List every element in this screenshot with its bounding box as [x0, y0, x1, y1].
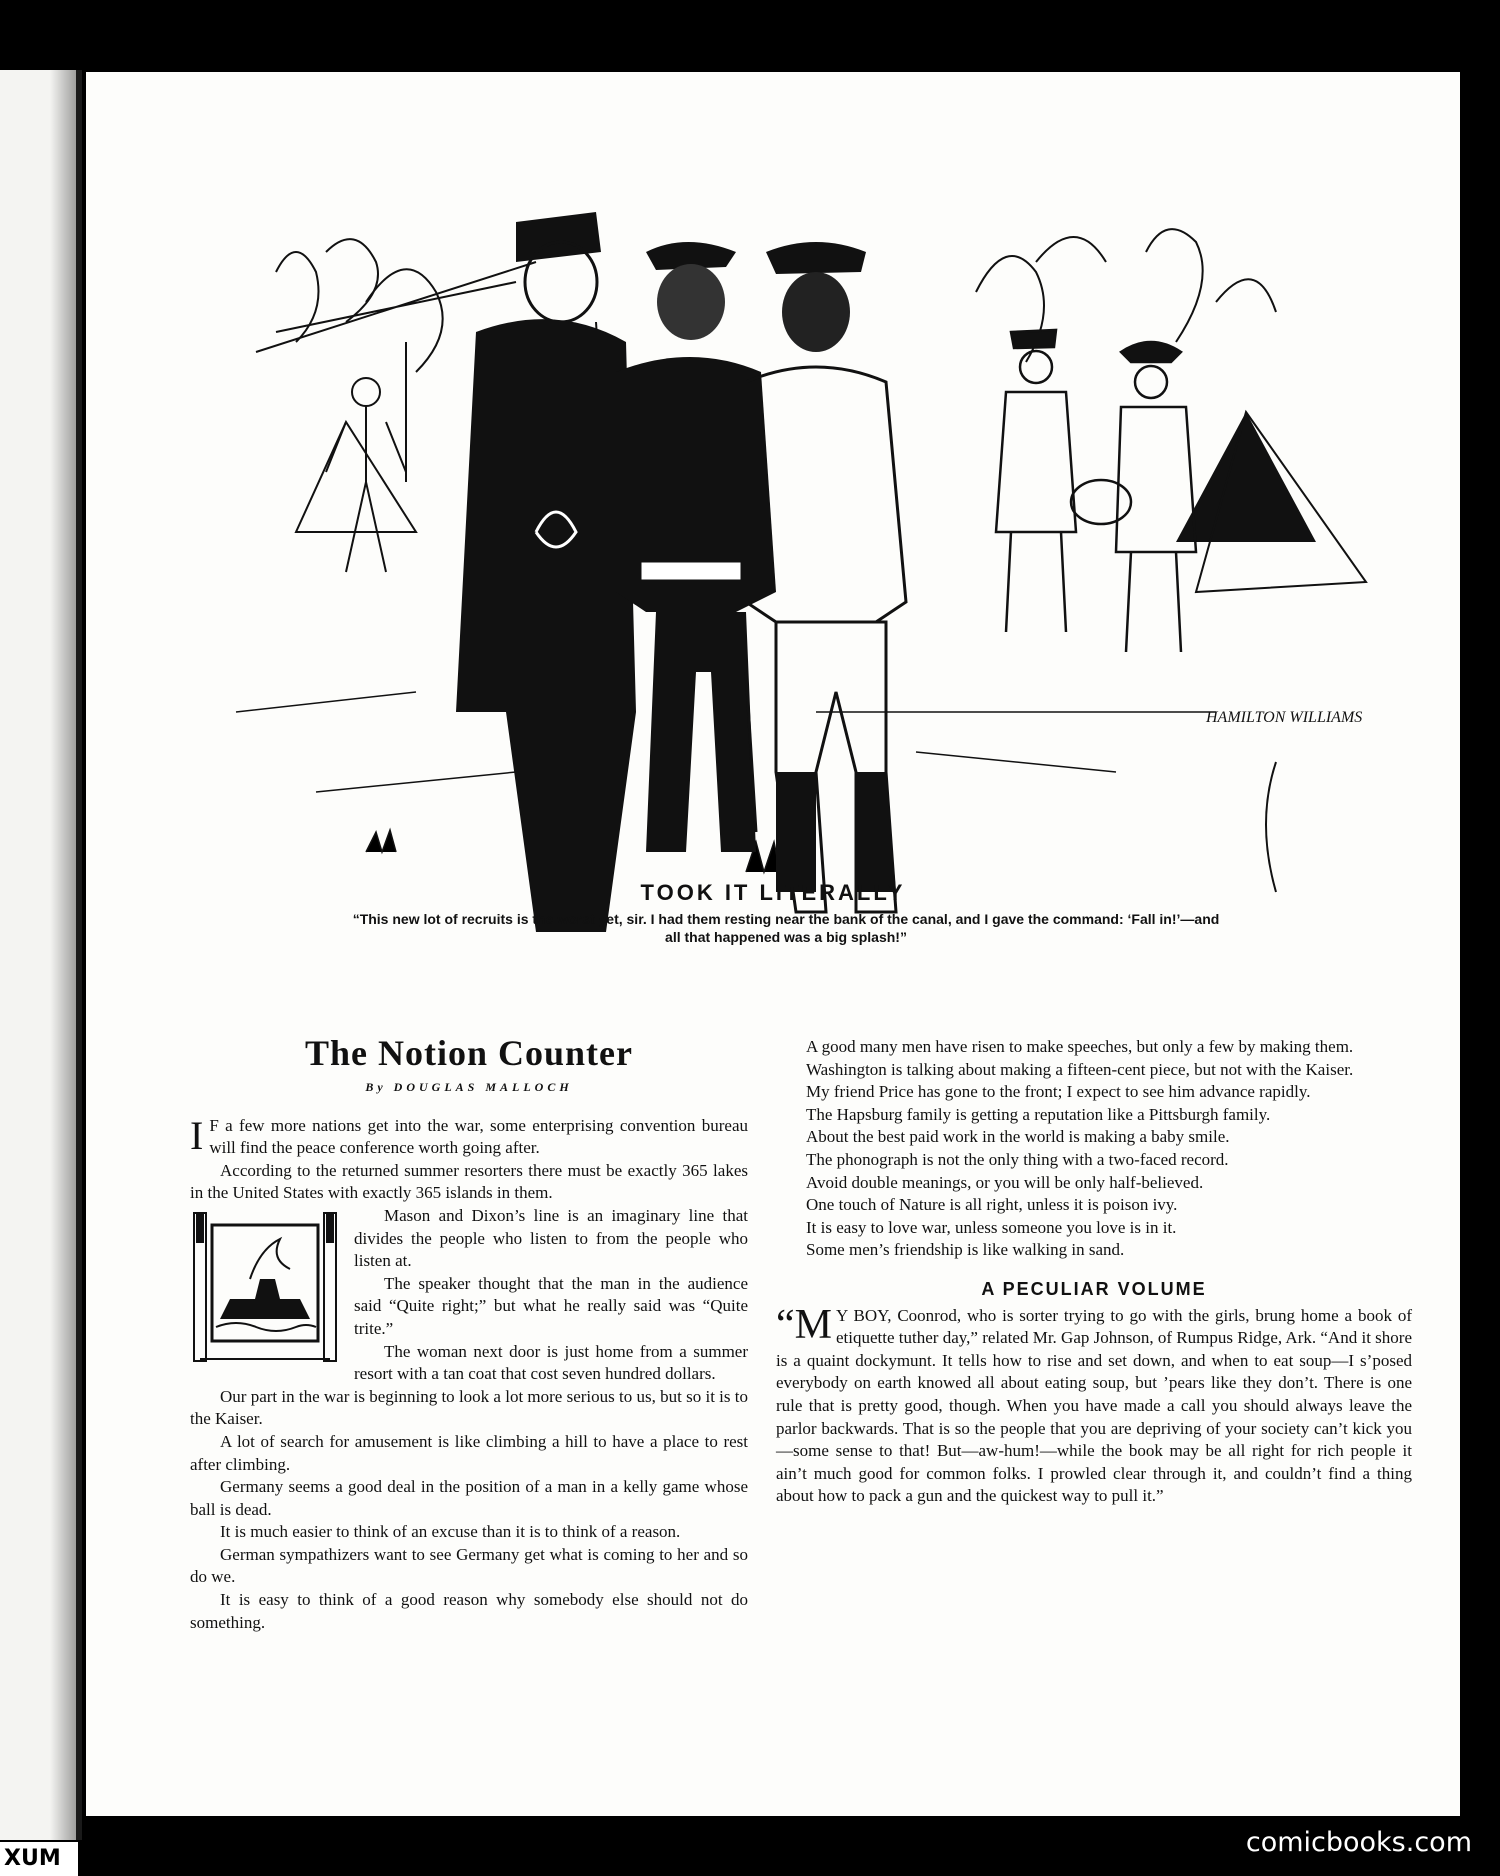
- article-byline: By DOUGLAS MALLOCH: [365, 1080, 573, 1094]
- article-paragraph: The woman next door is just home from a summer resort with a tan coat that cost seven hundred dollars.: [354, 1341, 748, 1384]
- article-paragraph: A good many men have risen to make speeches, but only a few by making them.: [806, 1037, 1354, 1056]
- framed-battleship-vignette: [190, 1209, 340, 1365]
- article-paragraph: It is easy to think of a good reason why somebody else should not do something.: [190, 1590, 748, 1632]
- site-watermark: comicbooks.com: [1245, 1827, 1472, 1858]
- article-paragraph: It is easy to love war, unless someone you love is in it.: [806, 1217, 1177, 1237]
- article-paragraph: My friend Price has gone to the front; I expect to see him advance rapidly.: [806, 1082, 1311, 1102]
- artist-signature: HAMILTON WILLIAMS: [1206, 709, 1363, 726]
- article-paragraph: German sympathizers want to see Germany get what is coming to her and so do we.: [190, 1544, 748, 1587]
- drop-cap: I: [190, 1112, 204, 1158]
- binding-shadow: [50, 70, 76, 1840]
- right-column: [776, 1036, 1412, 1508]
- officer-dark-coat-figure: [456, 212, 636, 932]
- article-paragraph: The Hapsburg family is getting a reputation like a Pittsburgh family.: [806, 1104, 1271, 1124]
- cartoon-title: TOOK IT LITERALLY: [640, 880, 906, 905]
- article-paragraph: Washington is talking about making a fifteen-cent piece, but not with the Kaiser.: [806, 1059, 1354, 1079]
- article-paragraph: Some men’s friendship is like walking in sand.: [806, 1240, 1125, 1260]
- peculiar-volume-paragraph: “M Y BOY, Coonrod, who is sorter trying to go with the girls, brung home a book of etiquette tuther day,” related Mr. Gap Johnson, of Rumpus Ridge, Ark. “And it shore is a quaint dockymunt. It tells how to rise and set down, and when to eat soup—I s’posed everybody on earth knowed all about eating soup, but ’pears like they don’t. There is one rule that is pretty good, though. When you have made a call you should always leave the parlor backwards. That is so the people that you are depriving of your society can’t kick you—some sense to that! But—aw-hum!—while the book may be all right for rich people it ain’t much good for common folks. I prowled clear through it, and couldn’t find a thing about how to pack a gun and the quickest way to pull it.”: [776, 1301, 1412, 1506]
- cartoon-caption: “This new lot of recruits is the worst yet, sir. I had them resting near the bank of the canal, and I gave the command: ‘Fall in!’—and all that happened was a big splash!”: [352, 911, 1220, 945]
- article-paragraph: Avoid double meanings, or you will be only half-believed.: [806, 1172, 1204, 1192]
- article-paragraph: Our part in the war is beginning to look a lot more serious to us, but so it is to the Kaiser.: [190, 1386, 748, 1429]
- corner-tag: XUM: [0, 1842, 78, 1876]
- section-title-peculiar-volume: A PECULIAR VOLUME: [981, 1278, 1207, 1299]
- cartoon-illustration: [216, 152, 1396, 952]
- article-paragraph: According to the returned summer resorters there must be exactly 365 lakes in the United States with exactly 365 islands in them.: [190, 1160, 748, 1203]
- article-paragraph: The phonograph is not the only thing with a two-faced record.: [806, 1149, 1229, 1169]
- article-paragraph: It is much easier to think of an excuse than it is to think of a reason.: [220, 1522, 681, 1542]
- officer-center-figure: [616, 242, 776, 852]
- magazine-page: [86, 72, 1460, 1816]
- article-paragraph: About the best paid work in the world is making a baby smile.: [806, 1127, 1230, 1147]
- article-paragraph: Mason and Dixon’s line is an imaginary line that divides the people who listen to from the people who listen at.: [354, 1205, 748, 1271]
- article-paragraph: A lot of search for amusement is like climbing a hill to have a place to rest after climbing.: [190, 1431, 748, 1474]
- drop-cap: “M: [776, 1301, 832, 1348]
- article-paragraph: Germany seems a good deal in the position of a man in a kelly game whose ball is dead.: [190, 1477, 748, 1519]
- left-column: [190, 1032, 748, 1634]
- article-title: The Notion Counter: [304, 1033, 633, 1073]
- article-paragraph: I F a few more nations get into the war, some enterprising convention bureau will find the peace conference worth going after.: [190, 1112, 748, 1158]
- article-paragraph: One touch of Nature is all right, unless it is poison ivy.: [806, 1195, 1178, 1215]
- article-paragraph: The speaker thought that the man in the audience said “Quite right;” but what he really said was “Quite trite.”: [354, 1273, 748, 1338]
